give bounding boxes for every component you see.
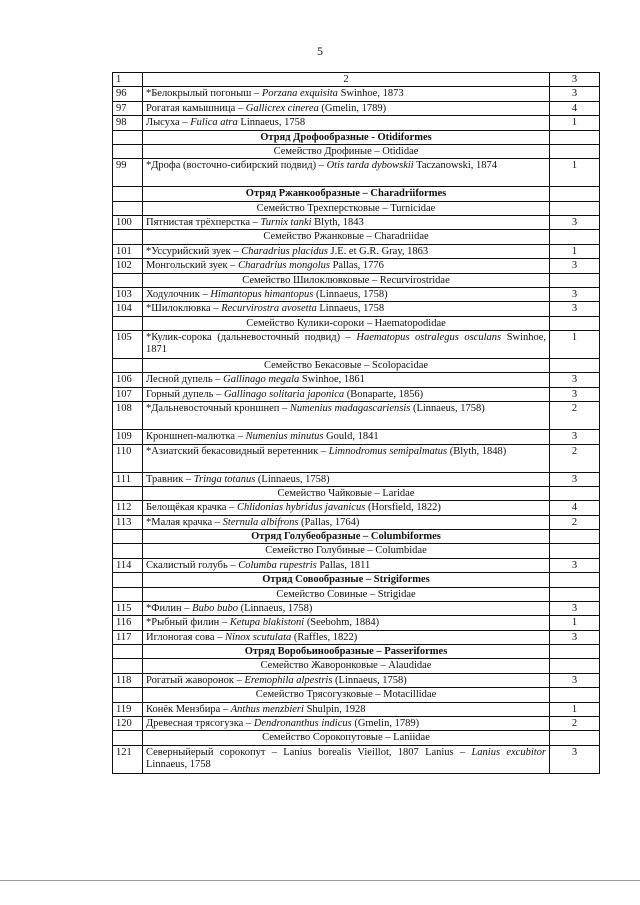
species-name bbox=[143, 387, 550, 401]
species-number: 121 bbox=[113, 745, 143, 773]
species-name bbox=[143, 472, 550, 486]
author-year: (Gmelin, 1789) bbox=[318, 102, 387, 114]
species-name bbox=[143, 745, 550, 773]
empty-cell bbox=[113, 144, 143, 158]
common-name: Иглоногая сова – bbox=[146, 631, 226, 643]
family-heading: Семейство Дрофиные – Otididae bbox=[143, 144, 550, 158]
species-name bbox=[143, 331, 550, 359]
species-name bbox=[143, 373, 550, 387]
family-heading: Семейство Совиные – Strigidae bbox=[143, 587, 550, 601]
empty-cell bbox=[113, 130, 143, 144]
table-row bbox=[113, 472, 600, 486]
latin-name: Bubo bubo bbox=[192, 602, 238, 614]
author-year: Linnaeus, 1758 bbox=[146, 759, 211, 770]
family-heading: Семейство Жаворонковые – Alaudidae bbox=[143, 659, 550, 673]
species-number: 96 bbox=[113, 87, 143, 101]
empty-cell bbox=[113, 544, 143, 558]
common-name: Лысуха – bbox=[146, 117, 191, 129]
family-row bbox=[113, 273, 600, 287]
table-row bbox=[113, 402, 600, 430]
species-name bbox=[143, 430, 550, 444]
common-name: Пятнистая трёхперстка – bbox=[146, 217, 261, 228]
common-name: Древесная трясогузка – bbox=[146, 717, 254, 729]
common-name: *Рыбный филин – bbox=[146, 617, 230, 629]
species-name bbox=[143, 716, 550, 730]
table-row bbox=[113, 501, 600, 515]
common-name: Северныйерый сорокопут – Lanius borealis Vieillot, 1807 Lanius – bbox=[146, 746, 472, 758]
family-row bbox=[113, 359, 600, 373]
table-row bbox=[113, 331, 600, 359]
common-name: Травник – bbox=[146, 473, 194, 485]
status-category: 3 bbox=[550, 302, 600, 316]
species-name bbox=[143, 444, 550, 472]
status-category: 1 bbox=[550, 116, 600, 130]
table-row bbox=[113, 745, 600, 773]
order-heading: Отряд Голубеобразные – Columbiformes bbox=[143, 530, 550, 544]
status-category: 2 bbox=[550, 444, 600, 472]
empty-cell bbox=[550, 130, 600, 144]
species-number: 115 bbox=[113, 601, 143, 615]
empty-cell bbox=[113, 273, 143, 287]
empty-cell bbox=[113, 573, 143, 587]
species-number: 97 bbox=[113, 101, 143, 115]
family-heading: Семейство Бекасовые – Scolopacidae bbox=[143, 359, 550, 373]
empty-cell bbox=[550, 530, 600, 544]
species-number: 105 bbox=[113, 331, 143, 359]
common-name: Скалистый голубь – bbox=[146, 559, 239, 571]
common-name: *Дрофа (восточно-сибирский подвид) – bbox=[146, 160, 327, 172]
status-category: 2 bbox=[550, 716, 600, 730]
species-number: 101 bbox=[113, 244, 143, 258]
common-name: Горный дупель – bbox=[146, 388, 224, 400]
species-name bbox=[143, 87, 550, 101]
author-year: Gould, 1841 bbox=[323, 431, 379, 443]
latin-name: Porzana exquisita bbox=[261, 88, 338, 100]
common-name: Конёк Мензбира – bbox=[146, 703, 231, 715]
empty-cell bbox=[550, 201, 600, 215]
species-number: 117 bbox=[113, 630, 143, 644]
status-category: 1 bbox=[550, 702, 600, 716]
species-name bbox=[143, 558, 550, 572]
species-number: 103 bbox=[113, 287, 143, 301]
status-category: 3 bbox=[550, 430, 600, 444]
species-number: 110 bbox=[113, 444, 143, 472]
species-name bbox=[143, 287, 550, 301]
family-row bbox=[113, 201, 600, 215]
common-name: Монгольский зуек – bbox=[146, 260, 239, 272]
status-category: 4 bbox=[550, 501, 600, 515]
latin-name: Otis tarda dybowskii bbox=[326, 160, 414, 172]
status-category: 1 bbox=[550, 331, 600, 359]
family-heading: Семейство Сорокопутовые – Laniidae bbox=[143, 731, 550, 745]
empty-cell bbox=[113, 688, 143, 702]
empty-cell bbox=[550, 587, 600, 601]
species-name bbox=[143, 302, 550, 316]
author-year: Swinhoe, 1871 bbox=[146, 332, 547, 356]
author-year: Blyth, 1843 bbox=[311, 217, 364, 228]
status-category: 3 bbox=[550, 630, 600, 644]
species-number: 118 bbox=[113, 673, 143, 687]
order-row bbox=[113, 187, 600, 201]
latin-name: Charadrius placidus bbox=[241, 245, 328, 257]
empty-cell bbox=[550, 316, 600, 330]
species-name bbox=[143, 702, 550, 716]
author-year: Pallas, 1776 bbox=[329, 260, 384, 272]
empty-cell bbox=[113, 659, 143, 673]
status-category: 3 bbox=[550, 673, 600, 687]
table-row bbox=[113, 116, 600, 130]
author-year: (Seebohm, 1884) bbox=[304, 617, 380, 629]
author-year: (Raffles, 1822) bbox=[291, 631, 358, 643]
latin-name: Fulica atra bbox=[190, 117, 238, 129]
author-year: (Blyth, 1848) bbox=[447, 445, 507, 457]
empty-cell bbox=[550, 187, 600, 201]
species-name bbox=[143, 515, 550, 529]
latin-name: Gallinago solitaria japonica bbox=[223, 388, 345, 400]
order-heading: Отряд Совообразные – Strigiformes bbox=[143, 573, 550, 587]
header-col-2: 2 bbox=[143, 73, 550, 87]
table-row bbox=[113, 444, 600, 472]
empty-cell bbox=[550, 573, 600, 587]
table-row bbox=[113, 601, 600, 615]
latin-name: Ninox scutulata bbox=[225, 631, 292, 643]
species-number: 102 bbox=[113, 259, 143, 273]
header-col-3: 3 bbox=[550, 73, 600, 87]
family-heading: Семейство Трясогузковые – Motacillidae bbox=[143, 688, 550, 702]
empty-cell bbox=[550, 659, 600, 673]
empty-cell bbox=[550, 144, 600, 158]
family-row bbox=[113, 144, 600, 158]
species-number: 106 bbox=[113, 373, 143, 387]
latin-name: Eremophila alpestris bbox=[244, 674, 333, 686]
status-category: 2 bbox=[550, 402, 600, 430]
table-row bbox=[113, 259, 600, 273]
common-name: *Уссурийский зуек – bbox=[146, 245, 242, 257]
author-year: (Linnaeus, 1758) bbox=[332, 674, 407, 686]
author-year: (Linnaeus, 1758) bbox=[313, 288, 388, 300]
species-number: 109 bbox=[113, 430, 143, 444]
empty-cell bbox=[550, 645, 600, 659]
empty-cell bbox=[550, 544, 600, 558]
common-name: Лесной дупель – bbox=[146, 374, 224, 386]
order-heading: Отряд Ржанкообразные – Charadriiformes bbox=[143, 187, 550, 201]
species-number: 107 bbox=[113, 387, 143, 401]
status-category: 3 bbox=[550, 87, 600, 101]
table-row bbox=[113, 159, 600, 187]
species-name bbox=[143, 601, 550, 615]
family-heading: Семейство Ржанковые – Charadriidae bbox=[143, 230, 550, 244]
latin-name: Limnodromus semipalmatus bbox=[328, 445, 448, 457]
species-name bbox=[143, 159, 550, 187]
species-name bbox=[143, 244, 550, 258]
empty-cell bbox=[113, 359, 143, 373]
status-category: 3 bbox=[550, 601, 600, 615]
table-row bbox=[113, 387, 600, 401]
species-number: 112 bbox=[113, 501, 143, 515]
table-row bbox=[113, 430, 600, 444]
family-row bbox=[113, 316, 600, 330]
latin-name: Anthus menzbieri bbox=[230, 703, 304, 715]
status-category: 3 bbox=[550, 287, 600, 301]
table-header-row bbox=[113, 73, 600, 87]
author-year: (Linnaeus, 1758) bbox=[255, 473, 330, 485]
latin-name: Numenius madagascariensis bbox=[289, 403, 411, 415]
author-year: Swinhoe, 1861 bbox=[299, 374, 365, 386]
species-name bbox=[143, 101, 550, 115]
species-number: 98 bbox=[113, 116, 143, 130]
order-row bbox=[113, 645, 600, 659]
common-name: Рогатый жаворонок – bbox=[146, 674, 245, 686]
empty-cell bbox=[550, 731, 600, 745]
status-category: 3 bbox=[550, 745, 600, 773]
author-year: Taczanowski, 1874 bbox=[413, 160, 498, 172]
table-row bbox=[113, 673, 600, 687]
family-row bbox=[113, 486, 600, 500]
latin-name: Dendronanthus indicus bbox=[253, 717, 352, 729]
table-row bbox=[113, 702, 600, 716]
latin-name: Tringa totanus bbox=[193, 473, 256, 485]
author-year: (Pallas, 1764) bbox=[298, 516, 360, 528]
order-heading: Отряд Воробьинообразные – Passeriformes bbox=[143, 645, 550, 659]
table-row bbox=[113, 716, 600, 730]
common-name: *Азиатский бекасовидный веретенник – bbox=[146, 445, 329, 457]
latin-name: Haematopus ostralegus osculans bbox=[356, 332, 502, 343]
latin-name: Lanius excubitor bbox=[471, 746, 546, 758]
family-heading: Семейство Голубиные – Columbidae bbox=[143, 544, 550, 558]
table-row bbox=[113, 558, 600, 572]
latin-name: Recurvirostra avosetta bbox=[221, 303, 317, 315]
author-year: Pallas, 1811 bbox=[316, 559, 371, 571]
species-number: 114 bbox=[113, 558, 143, 572]
latin-name: Chlidonias hybridus javanicus bbox=[236, 502, 366, 514]
family-heading: Семейство Трехперстковые – Turnicidae bbox=[143, 201, 550, 215]
table-row bbox=[113, 616, 600, 630]
empty-cell bbox=[550, 486, 600, 500]
species-name bbox=[143, 216, 550, 230]
latin-name: Turnix tanki bbox=[260, 217, 312, 228]
common-name: *Дальневосточный кроншнеп – bbox=[146, 403, 290, 415]
table-row bbox=[113, 515, 600, 529]
common-name: *Шилоклювка – bbox=[146, 303, 222, 315]
empty-cell bbox=[113, 731, 143, 745]
empty-cell bbox=[113, 201, 143, 215]
empty-cell bbox=[113, 530, 143, 544]
order-row bbox=[113, 573, 600, 587]
status-category: 3 bbox=[550, 472, 600, 486]
latin-name: Gallicrex cinerea bbox=[245, 102, 319, 114]
author-year: (Linnaeus, 1758) bbox=[410, 403, 485, 415]
species-number: 116 bbox=[113, 616, 143, 630]
header-col-1: 1 bbox=[113, 73, 143, 87]
species-number: 111 bbox=[113, 472, 143, 486]
common-name: *Филин – bbox=[146, 602, 193, 614]
author-year: (Gmelin, 1789) bbox=[351, 717, 420, 729]
author-year: Swinhoe, 1873 bbox=[337, 88, 404, 100]
status-category: 1 bbox=[550, 159, 600, 187]
latin-name: Himantopus himantopus bbox=[210, 288, 314, 300]
common-name: Белощёкая крачка – bbox=[146, 502, 237, 514]
status-category: 4 bbox=[550, 101, 600, 115]
species-name bbox=[143, 259, 550, 273]
status-category: 3 bbox=[550, 259, 600, 273]
author-year: (Horsfield, 1822) bbox=[365, 502, 441, 514]
family-row bbox=[113, 731, 600, 745]
status-category: 3 bbox=[550, 216, 600, 230]
empty-cell bbox=[113, 486, 143, 500]
species-number: 104 bbox=[113, 302, 143, 316]
page-number: 5 bbox=[317, 44, 323, 58]
family-row bbox=[113, 659, 600, 673]
status-category: 3 bbox=[550, 558, 600, 572]
order-heading: Отряд Дрофообразные - Otidiformes bbox=[143, 130, 550, 144]
latin-name: Columba rupestris bbox=[238, 559, 317, 571]
table-row bbox=[113, 302, 600, 316]
empty-cell bbox=[113, 316, 143, 330]
family-heading: Семейство Кулики-сороки – Haematopodidae bbox=[143, 316, 550, 330]
status-category: 2 bbox=[550, 515, 600, 529]
species-name bbox=[143, 116, 550, 130]
family-row bbox=[113, 587, 600, 601]
page-bottom-rule bbox=[0, 880, 640, 881]
author-year: Linnaeus, 1758 bbox=[237, 117, 306, 129]
family-row bbox=[113, 230, 600, 244]
status-category: 1 bbox=[550, 244, 600, 258]
empty-cell bbox=[113, 187, 143, 201]
empty-cell bbox=[550, 359, 600, 373]
order-row bbox=[113, 130, 600, 144]
table-row bbox=[113, 101, 600, 115]
status-category: 1 bbox=[550, 616, 600, 630]
common-name: Рогатая камышница – bbox=[146, 102, 246, 114]
author-year: Linnaeus, 1758 bbox=[316, 303, 385, 315]
table-row bbox=[113, 287, 600, 301]
author-year: J.E. et G.R. Gray, 1863 bbox=[327, 245, 429, 257]
common-name: *Белокрылый погоныш – bbox=[146, 88, 262, 100]
table-row bbox=[113, 87, 600, 101]
common-name: *Кулик-сорока (дальневосточный подвид) – bbox=[146, 332, 357, 343]
empty-cell bbox=[550, 230, 600, 244]
empty-cell bbox=[113, 230, 143, 244]
species-name bbox=[143, 501, 550, 515]
family-heading: Семейство Чайковые – Laridae bbox=[143, 486, 550, 500]
species-number: 120 bbox=[113, 716, 143, 730]
order-row bbox=[113, 530, 600, 544]
author-year: (Bonaparte, 1856) bbox=[344, 388, 424, 400]
empty-cell bbox=[113, 587, 143, 601]
species-table bbox=[112, 72, 600, 774]
family-row bbox=[113, 544, 600, 558]
author-year: (Linnaeus, 1758) bbox=[237, 602, 313, 614]
species-number: 108 bbox=[113, 402, 143, 430]
species-name bbox=[143, 402, 550, 430]
table-row bbox=[113, 630, 600, 644]
species-number: 100 bbox=[113, 216, 143, 230]
author-year: Shulpin, 1928 bbox=[303, 703, 366, 715]
common-name: Ходулочник – bbox=[146, 288, 211, 300]
species-number: 113 bbox=[113, 515, 143, 529]
latin-name: Charadrius mongolus bbox=[238, 260, 330, 272]
status-category: 3 bbox=[550, 373, 600, 387]
status-category: 3 bbox=[550, 387, 600, 401]
common-name: Кроншнеп-малютка – bbox=[146, 431, 246, 443]
table-row bbox=[113, 373, 600, 387]
species-number: 99 bbox=[113, 159, 143, 187]
empty-cell bbox=[550, 273, 600, 287]
latin-name: Numenius minutus bbox=[245, 431, 324, 443]
latin-name: Ketupa blakistoni bbox=[229, 617, 305, 629]
species-name bbox=[143, 616, 550, 630]
species-name bbox=[143, 673, 550, 687]
empty-cell bbox=[550, 688, 600, 702]
family-heading: Семейство Шилоклювковые – Recurvirostridae bbox=[143, 273, 550, 287]
table-row bbox=[113, 244, 600, 258]
table-row bbox=[113, 216, 600, 230]
common-name: *Малая крачка – bbox=[146, 516, 223, 528]
latin-name: Sternula albifrons bbox=[222, 516, 299, 528]
empty-cell bbox=[113, 645, 143, 659]
species-name bbox=[143, 630, 550, 644]
latin-name: Gallinago megala bbox=[223, 374, 300, 386]
species-number: 119 bbox=[113, 702, 143, 716]
family-row bbox=[113, 688, 600, 702]
